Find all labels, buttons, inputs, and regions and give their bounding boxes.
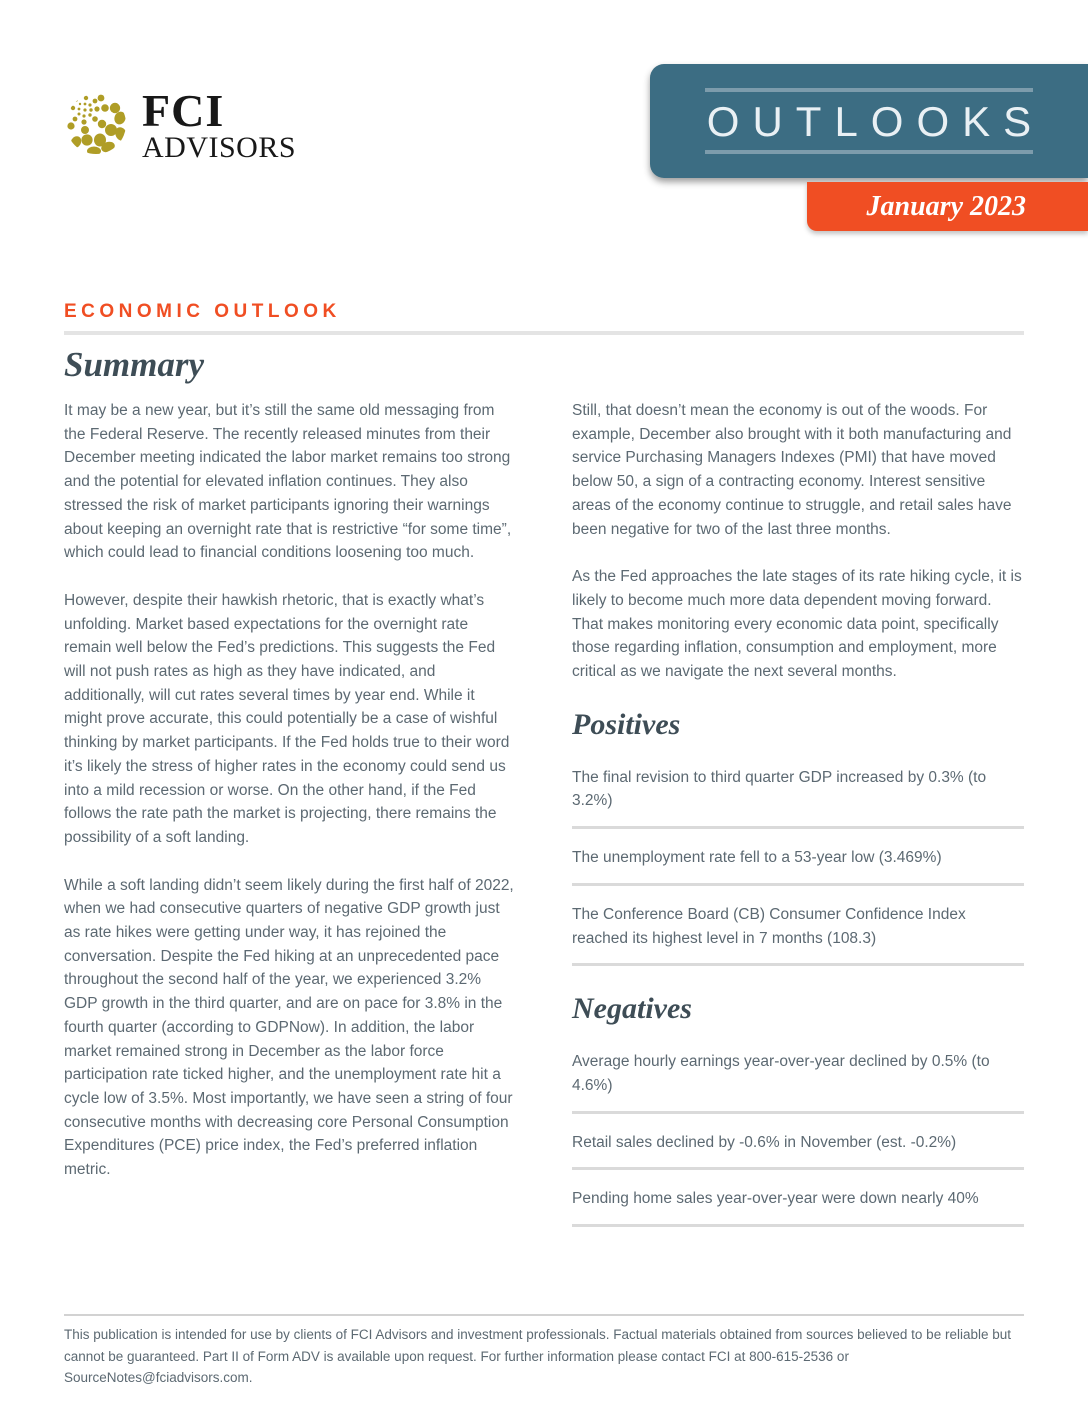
summary-paragraph: However, despite their hawkish rhetoric, that is exactly what’s unfolding. Market based expectations for the overnight rate remain well below the Fed’s predictions. This suggests the Fed will not push rates as high as they have indicated, and additionally, will cut rates several times by year end. While it might prove accurate, this could potentially be a case of wishful thinking by market participants. If the Fed holds true to their word it’s likely the stress of higher rates in the economy could send us into a mild recession or worse. On the other hand, if the Fed follows the rate path the market is projecting, there remains the possibility of a soft landing. [64, 591, 510, 846]
fci-advisors-logo [64, 85, 297, 164]
summary-paragraph: As the Fed approaches the late stages of its rate hiking cycle, it is likely to become much more data dependent moving forward. That makes monitoring every economic data point, specifically those regarding inflation, consumption and employment, more critical as we navigate the next several months. [572, 568, 1022, 681]
section-divider [64, 331, 1024, 335]
negative-item: Retail sales declined by -0.6% in November (est. -0.2%) [572, 1131, 1024, 1171]
negatives-heading: Negatives [572, 992, 692, 1026]
issue-date-banner [807, 182, 1088, 231]
banner-rule-bottom [705, 150, 1033, 154]
negative-item: Pending home sales year-over-year were down nearly 40% [572, 1187, 1024, 1227]
left-column [64, 399, 516, 1244]
fci-globe-logo-icon [64, 90, 128, 158]
positives-heading: Positives [572, 707, 681, 741]
positive-item: The final revision to third quarter GDP increased by 0.3% (to 3.2%) [572, 766, 1024, 829]
outlooks-banner [650, 64, 1088, 178]
publication-title: OUTLOOKS [706, 98, 1045, 145]
summary-paragraph: While a soft landing didn’t seem likely during the first half of 2022, when we had consecutive quarters of negative GDP growth just as rate hikes were getting under way, it has rejoined the conversation. Despite the Fed hiking at an unprecedented pace throughout the second half of the year, we experienced 3.2% GDP growth in the third quarter, and are on pace for 3.8% in the fourth quarter (according to GDPNow). In addition, the labor market remained strong in December as the labor force participation rate ticked higher, and the unemployment rate hit a cycle low of 3.5%. Most importantly, we have seen a string of four consecutive months with decreasing core Personal Consumption Expenditures (PCE) price index, the Fed’s preferred inflation metric. [64, 876, 514, 1179]
footer-divider [64, 1314, 1024, 1316]
summary-heading: Summary [64, 345, 205, 384]
negative-item: Average hourly earnings year-over-year declined by 0.5% (to 4.6%) [572, 1050, 1024, 1113]
brand-name-fci: FCI [142, 85, 225, 136]
positive-item: The Conference Board (CB) Consumer Confidence Index reached its highest level in 7 months (108.3) [572, 903, 1024, 966]
disclaimer-text: This publication is intended for use by clients of FCI Advisors and investment professionals. Factual materials obtained from sources believed to be reliable but cannot be guaranteed. Part II of Form ADV is available upon request. For further information please contact FCI at 800-615-2536 or SourceNotes@fciadvisors.com. [64, 1327, 1011, 1385]
summary-paragraph: It may be a new year, but it’s still the same old messaging from the Federal Reserve. The recently released minutes from their December meeting indicated the labor market remains too strong and the potential for elevated inflation continues. They also stressed the risk of market participants ignoring their warnings about keeping an overnight rate that is restrictive “for some time”, which could lead to financial conditions loosening too much. [64, 402, 512, 562]
right-column [572, 399, 1024, 1244]
positive-item: The unemployment rate fell to a 53-year low (3.469%) [572, 846, 1024, 886]
section-label: ECONOMIC OUTLOOK [64, 301, 341, 322]
summary-paragraph: Still, that doesn’t mean the economy is out of the woods. For example, December also brought with it both manufacturing and service Purchasing Managers Indexes (PMI) that have moved below 50, a sign of a contracting economy. Interest sensitive areas of the economy continue to struggle, and retail sales have been negative for two of the last three months. [572, 402, 1012, 538]
brand-name-advisors: ADVISORS [142, 131, 297, 164]
issue-date: January 2023 [866, 190, 1026, 222]
body-columns [64, 399, 1024, 1244]
